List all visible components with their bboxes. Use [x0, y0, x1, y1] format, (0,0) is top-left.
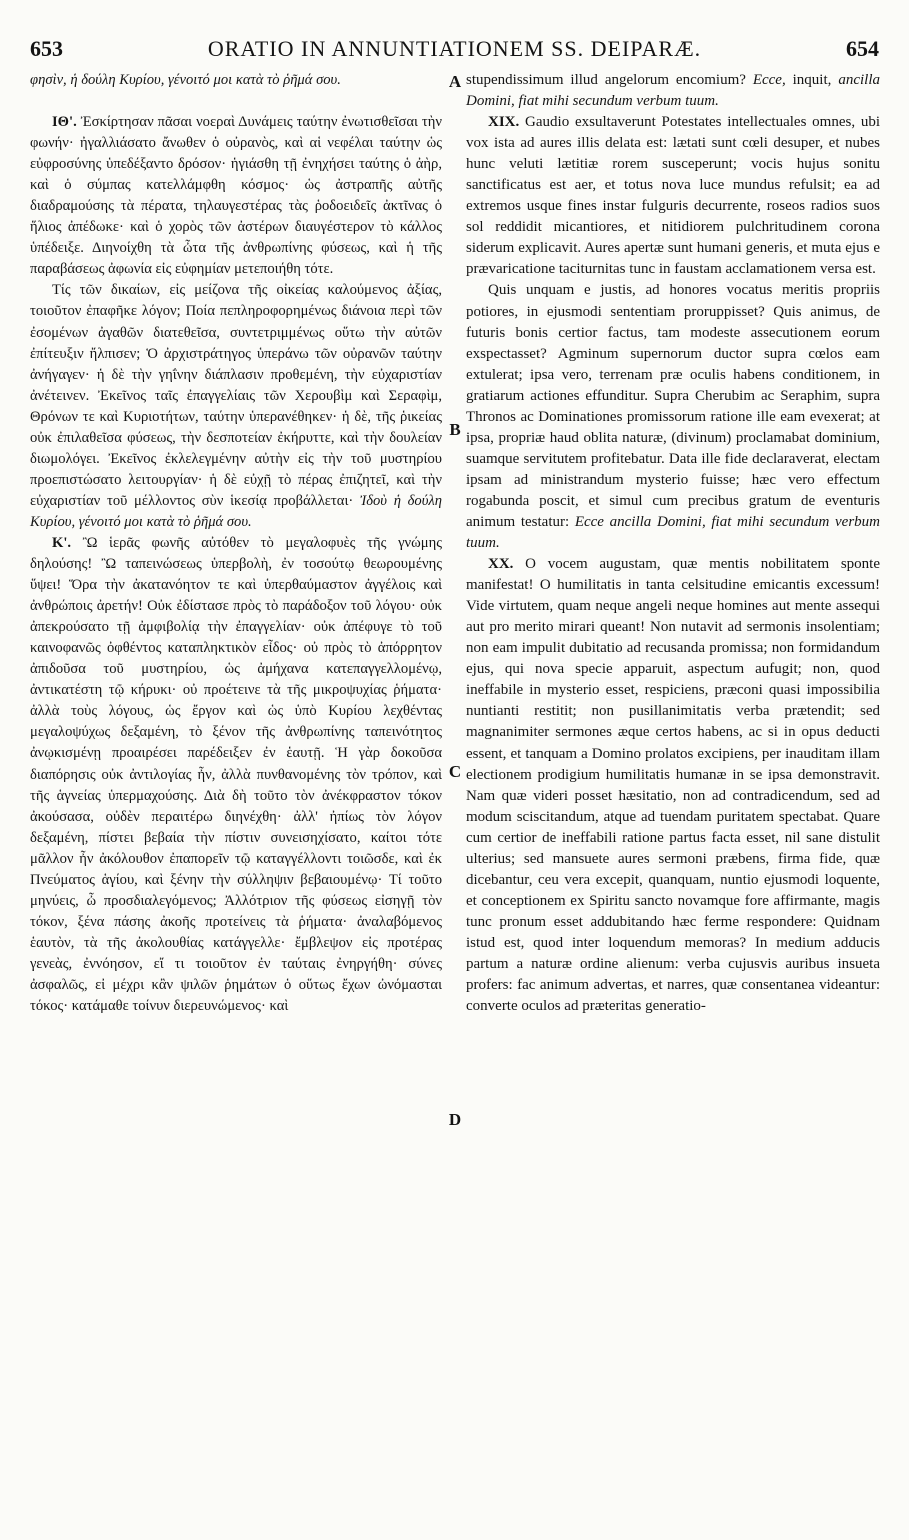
latin-paragraph-3-quote: Ecce ancilla Domini, fiat mihi secundum verbum tuum.	[466, 513, 881, 552]
greek-paragraph-19	[30, 112, 442, 280]
latin-column	[466, 70, 880, 1017]
greek-column	[30, 70, 442, 1017]
greek-paragraph-1: φησὶν, ἡ δούλη Κυρίου, γένοιτό μοι κατὰ τὸ ῥῆμά σου.	[30, 72, 341, 88]
page-number-left: 653	[30, 36, 63, 61]
greek-section-number-20: Κ'.	[52, 534, 72, 551]
latin-paragraph-3	[466, 280, 880, 554]
latin-paragraph-1-text-b: inquit,	[792, 72, 832, 88]
latin-paragraph-1-quote: ancilla Domini, fiat mihi secundum verbum tuum.	[466, 72, 880, 110]
greek-paragraph-3-text: Τίς τῶν δικαίων, εἰς μείζονα τῆς οἰκείας καλούμενος ἀξίας, τοιοῦτον ἐπαφῆκε λόγον; Ποία πεπληροφορημένως διάνοια περὶ τῶν ἐσομένων ἀγαθῶν διατεθεῖσα, συντετριμμένως οὕτω τὴν αὐτῶν ἐπίτευξιν ἤλπισεν; Ὁ ἀρχιστράτηγος ὑπεράνω τῶν οὐρανῶν ταύτην ἀνήγαγεν· ἡ δὲ τὴν γηΐνην διάπλασιν προθεμένη, τὴν εὐχαριστίαν ἀνέτεινεν. Ἐκεῖνος ταῖς ἐπαγγελίαις τῶν Χερουβὶμ καὶ Σεραφὶμ, Θρόνων τε καὶ Κυριοτήτων, ταύτην ὑπερανέθηκεν· ἡ δὲ, τῆς ῥικείας οὐκ ἐπιλαθεῖσα φύσεως, τὴν δεσποτείαν ἐκήρυττε, καὶ τὴν δουλείαν διωμολόγει. Ἐκεῖνος ἐκλελεγμένην αὐτὴν εἰς τὴν τοῦ μυστηρίου προεπιστώσατο λειτουργίαν· ἡ δὲ εὐχῇ τὸ πέρας ἐπιζητεῖ, καὶ τὴν εὐχαριστίαν τοῦ μέλλοντος σὺν ἱκεσίᾳ προβάλλεται·	[30, 282, 442, 509]
page-number-right: 654	[846, 36, 879, 61]
latin-paragraph-1-italic: Ecce,	[752, 72, 786, 88]
greek-section-number-19: ΙΘ'.	[52, 114, 77, 131]
latin-paragraph-19	[466, 112, 880, 280]
latin-section-19-text: Gaudio exsultaverunt Potestates intellectuales omnes, ubi vox ista ad aures illis delata est: lætati sunt cœli desuper, et nubes hunc veluti lætitiæ rorem susceperunt; vocis hujus sonitu sanctificatus est aer, et totus nova luce mundus refulsit; ea ad extremos usque fines instar fulguris decurrente, roseos radios suos sol reddidit micantiores, et nitidiorem pulchritudinem corona siderum explicavit. Aures apertæ sunt humani generis, et muta ejus e prævaricatione taciturnitas tunc in faustam acclamationem versa est.	[466, 114, 881, 278]
running-header	[30, 36, 879, 66]
greek-section-20-text: Ὢ ἱερᾶς φωνῆς αὐτόθεν τὸ μεγαλοφυὲς τῆς γνώμης δηλούσης! Ὢ ταπεινώσεως ὑπερβολὴ, ἐν τοσούτῳ θεωρουμένης ὕψει! Ὅρα τὴν ἀκατανόητον τε καὶ ὑπερθαύμαστον ἀγγέλοις καὶ ἀνθρώποις ἀρετήν! Οὐκ ἐδίστασε πρὸς τὸ παράδοξον τοῦ λόγου· οὐκ ἀπεκρούσατο τῇ ἀμφιβολίᾳ τὴν ἐπαγγελίαν· οὐκ ἀπέφυγε τὸ τοῦ καινοφανῶς ὀφθέντος καταπληκτικὸν εἶδος· οὐ πρὸς τὸ ἀπόρρητον ἀπιδοῦσα τοῦ μυστηρίου, ὡς ἀμήχανα κατεπαγγελλομένῳ, ἀντικατέστη τῷ κήρυκι· οὐ προέτεινε τὰ τῆς μικροψυχίας ῥήματα· ἀλλὰ τοὺς λόγους, ὡς ἔργον καὶ ὡς ὑπὸ Κυρίου λεχθέντας μεγαλοψύχως δεξαμένη, τὸ ξένον τῆς ἀνθρωπίνης ταπεινότητος ἀνῳκισμένῃ προαιρέσει παρέδειξεν ἐν ἑαυτῇ. Ἡ γὰρ δοκοῦσα διαπόρησις οὐκ ἀντιλογίας ἦν, ἀλλὰ πυνθανομένης τὸν τρόπον, καὶ τῆς ἁγνείας ὑπερμαχούσης. Διὰ δὴ τοῦτο τὸν ἀνέκφραστον τόκον ἀκούσασα, οὐδὲν περαιτέρω διηνέχθη· ἀλλ' ἠπίως τὸν λόγον δεξαμένη, πίστει βεβαία τὴν πίστιν συνεισηχίσατο, καίτοι τότε μᾶλλον ἦν ἀκόλουθον ἐπαπορεῖν τῷ καταγγέλλοντι τοιῶσδε, καὶ ἐκ Πνεύματος ἁγίου, καὶ ξένην τὴν σύλληψιν βεβαιουμένῳ· Τί τοῦτο μηνύεις, ὦ προσδιαλεγόμενος; Ἀλλότριον τῆς φύσεως εἰσηγῇ τὸν τόκον, ξένα πάσης ἀκοῆς προτείνεις τὰ ῥήματα· ἀναλαβόμενος ἑαυτὸν, τὰ τῆς ἀκολουθίας κατάγγελλε· ἔμβλεψον εἰς προτέρας γενεὰς, ἐννόησον, εἴ τι τοιοῦτον ἐν ταύταις ἐνηργήθη· σύνες ἀσφαλῶς, εἰ μέχρι κἂν ψιλῶν ῥημάτων ὁ οὕτως ἔχων ὠνόμασται τόκος· κατάμαθε τοίνυν διερευνώμενος· καὶ	[30, 534, 443, 1015]
running-title: ORATIO IN ANNUNTIATIONEM SS. DEIPARÆ.	[207, 36, 702, 61]
latin-section-number-20: XX.	[488, 556, 514, 573]
margin-marker-d: D	[448, 1110, 462, 1129]
latin-section-number-19: XIX.	[488, 114, 520, 131]
greek-paragraph-3-quote: Ἰδοὺ ἡ δούλη Κυρίου, γένοιτό μοι κατὰ τὸ ῥῆμά σου.	[30, 492, 442, 530]
latin-paragraph-3-text: Quis unquam e justis, ad honores vocatus meritis propriis potiores, in ejusmodi sententiam proruppisset? Quis animus, de futuris bonis certior factus, tam modeste assecutionem eorum exspectasset? Agminum supernorum ductor supra cœlos eam extulerat; ipsa vero, terrenam præ oculis habens conditionem, in gratiarum actiones effunditur. Supra Cherubim ac Seraphim, supra Thronos ac Dominationes promissorum ratione ille eam evexerat; at ipsa, propriæ haud oblita naturæ, (divinum) proclamabat dominium, suamque servitutem profitebatur. Data ille fide declaraverat, electam ipsam ad ministrandum mysterio fuisse; hæc vero effectum rogabunda poscit, et simul cum precibus gratum de eventuris animum testatur:	[466, 282, 880, 530]
latin-paragraph-1-text: stupendissimum illud angelorum encomium?	[466, 72, 746, 88]
greek-section-19-text: Ἐσκίρτησαν πᾶσαι νοεραὶ Δυνάμεις ταύτην ἐνωτισθεῖσαι τὴν φωνήν· ἠγαλλιάσατο ἄνωθεν ὁ οὐρανὸς, καὶ αἱ νεφέλαι ταύτην ὡς εὐφροσύνης ὑπεδέξαντο δρόσον· ἡγιάσθη τῇ ἐνηχήσει ταύτης ὁ ἀὴρ, καὶ ὁ σύμπας κατελλάμφθη κόσμος· ὡς ἀστραπῆς αὐτῆς διαδραμούσης τὰ πέρατα, τηλαυγεστέρας τὰς ῥοδοειδεῖς ἀκτῖνας ὁ ἥλιος ἀπέδωκε· καὶ ὁ χορὸς τῶν ἀστέρων διαυγέστερον τὸ κάλλος ὑπέδειξε. Διηνοίχθη τὰ ὦτα τῆς ἀνθρωπίνης φύσεως, καὶ ἡ τῆς παραβάσεως ἀφωνία εἰς εὐφημίαν μετεποιήθη τότε.	[30, 114, 442, 278]
greek-paragraph-20	[30, 533, 442, 1017]
margin-marker-a: A	[448, 72, 462, 91]
latin-paragraph-1	[466, 70, 880, 112]
latin-paragraph-20	[466, 554, 880, 1017]
latin-section-20-text: O vocem augustam, quæ mentis nobilitatem sponte manifestat! O humilitatis in tanta celsitudine emicantis excessum! Vide virtutem, quam neque angeli neque homines aut mente assequi aut pro merito mirari queant! Non nutavit ad sermonis insolentiam; non eam impulit dubitatio ad recusanda promissa; non formidandum ejus, qui nova specie apparuit, aspectum aufugit; non, quod ineffabile in mysterio esset, respiciens, præconi quasi impossibilia nuntianti restitit; non pusillanimitatis verba prætendit; sed magnanimiter sermones æque certos habens, ac si in opus deducti essent, et tanquam a Domino prolatos excipiens, per inauditam illam electionem prodigium humilitatis humanæ in se ipsa demonstravit. Nam quæ videri posset hæsitatio, non ad contradicendum, sed ad modum sciscitandum, atque ad tuendam puritatem spectabat. Quare cum certior de ineffabili ratione partus facta esset, nil sane distulit ulterius; sed mansuete aures sermoni præbens, firma fide, quæ dicebantur, ceu vera excepit, quanquam, nuntio ejusmodi loquente, et conceptionem ex Spiritu sancto novamque fore affirmante, magis tunc pronum esset addubitando hæc ferme respondere: Quidnam istud est, quod inter loquendum memoras? In medium adducis partum a naturæ ordine alienum: verba cujusvis auribus insueta profers: fac animum advertas, et narres, quæ consentanea videantur: converte oculos ad præteritas generatio-	[466, 556, 880, 1015]
margin-marker-b: B	[449, 420, 461, 439]
margin-marker-c: C	[448, 762, 462, 781]
greek-paragraph-3	[30, 280, 442, 533]
